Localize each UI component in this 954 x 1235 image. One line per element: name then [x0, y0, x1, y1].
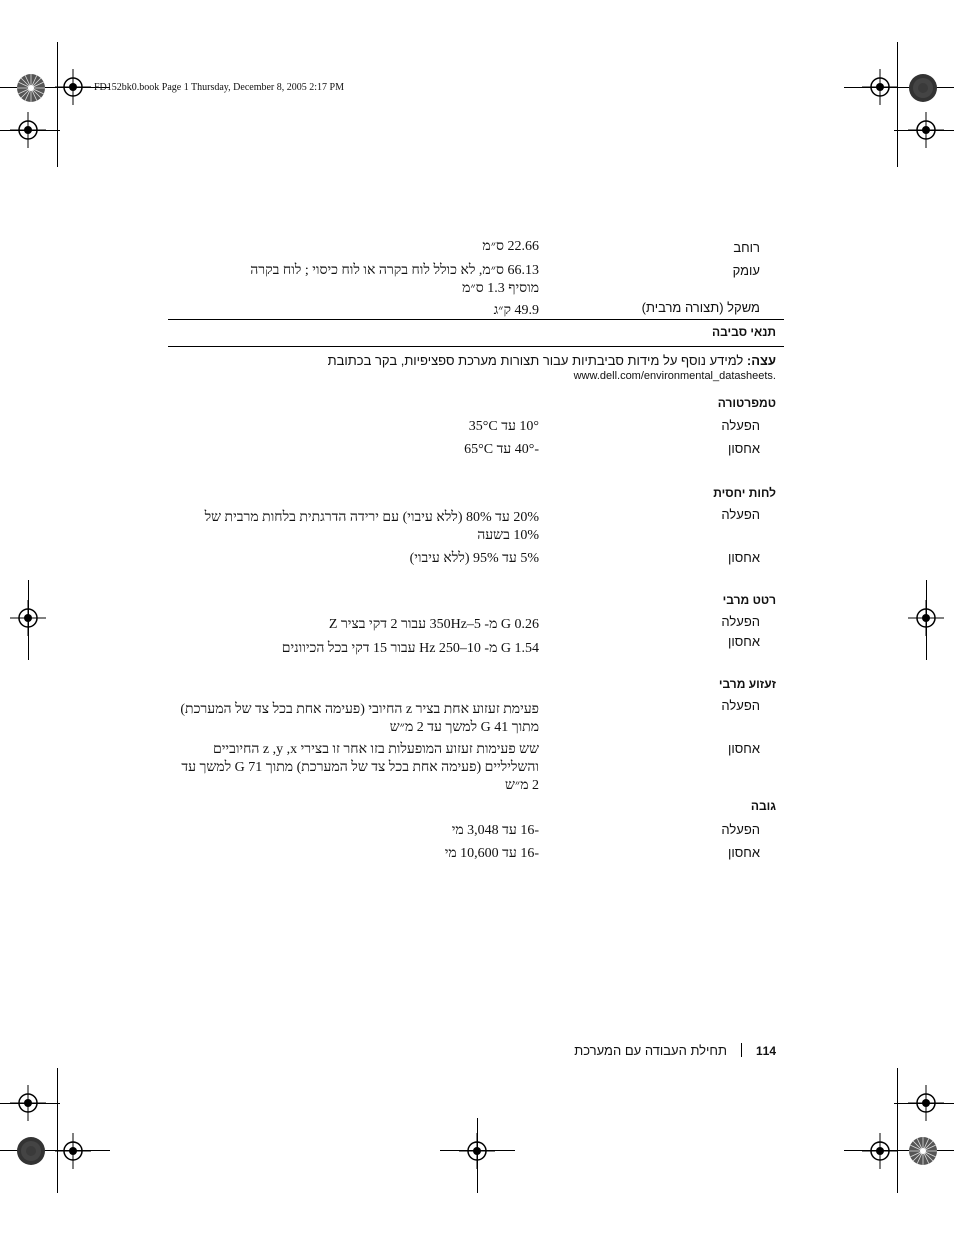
- registration-mark-icon: [908, 1085, 944, 1121]
- depth-label: עומק: [732, 263, 760, 278]
- temperature-header: טמפרטורה: [717, 396, 776, 410]
- chapter-title: תחילת העבודה עם המערכת: [574, 1043, 727, 1058]
- altitude-storage-value: -16 עד 10,600 מי: [444, 846, 539, 861]
- shock-storage-value: שש פעימות זעזוע המופעלות בזו אחר זו בצירי z ,y ,x החיוביים והשליליים (פעימה אחת בכל צד של המערכת) מתוך 71 G למשך עד 2 מ״ש: [181, 742, 539, 793]
- temperature-operating-value: 10° עד 35°C: [468, 419, 539, 434]
- color-bar-rosette-icon: [908, 73, 938, 103]
- humidity-storage-value: 5% עד 95% (ללא עיבוי): [409, 551, 539, 566]
- shock-operating-value: פעימת זעזוע אחת בציר z החיובי (פעימה אחת בכל צד של המערכת) מתוך 41 G למשך עד 2 מ״ש: [180, 702, 539, 735]
- registration-mark-icon: [10, 1085, 46, 1121]
- page-footer: [574, 1043, 776, 1058]
- vibration-header: רטט מרבי: [722, 593, 776, 607]
- registration-mark-icon: [908, 112, 944, 148]
- registration-mark-icon: [55, 69, 91, 105]
- tip-text: למידע נוסף על מידות סביבתיות עבור תצורות מערכת ספציפיות, בקר בכתובת: [327, 353, 747, 368]
- tip-note: [176, 352, 776, 383]
- humidity-operating-label: הפעלה: [721, 507, 760, 522]
- temperature-operating-label: הפעלה: [721, 418, 760, 433]
- tip-prefix: עצה:: [746, 353, 776, 368]
- registration-mark-icon: [55, 1133, 91, 1169]
- vibration-storage-label: אחסון: [728, 634, 760, 649]
- color-bar-rosette-icon: [16, 73, 46, 103]
- temperature-storage-label: אחסון: [728, 441, 760, 456]
- registration-mark-icon: [862, 69, 898, 105]
- width-value: 22.66 ס״מ: [482, 239, 539, 254]
- vibration-operating-label: הפעלה: [721, 614, 760, 629]
- humidity-header: לחות יחסית: [713, 486, 776, 500]
- weight-value: 49.9 ק״ג: [493, 303, 539, 318]
- environment-header: תנאי סביבה: [711, 325, 776, 339]
- vibration-storage-value: 1.54 G מ- 10–250 Hz עבור 15 דקי בכל הכיוונים: [281, 641, 539, 656]
- divider: [168, 319, 784, 320]
- datasheets-link[interactable]: www.dell.com/environmental_datasheets.: [573, 370, 776, 382]
- shock-header: זעזוע מרבי: [718, 677, 776, 691]
- temperature-storage-value: -40° עד 65°C: [464, 442, 539, 457]
- altitude-operating-value: -16 עד 3,048 מי: [451, 823, 539, 838]
- shock-storage-label: אחסון: [728, 741, 760, 756]
- altitude-operating-label: הפעלה: [721, 822, 760, 837]
- shock-operating-label: הפעלה: [721, 698, 760, 713]
- color-bar-rosette-icon: [16, 1136, 46, 1166]
- footer-separator: [741, 1043, 742, 1057]
- color-bar-rosette-icon: [908, 1136, 938, 1166]
- page-number: 114: [755, 1044, 776, 1058]
- altitude-storage-label: אחסון: [728, 845, 760, 860]
- registration-mark-icon: [459, 1133, 495, 1169]
- altitude-header: גובה: [750, 799, 776, 813]
- humidity-operating-value: 20% עד 80% (ללא עיבוי) עם ירידה הדרגתית בלחות מרבית של 10% בשעה: [204, 510, 539, 543]
- registration-mark-icon: [10, 600, 46, 636]
- width-label: רוחב: [733, 240, 760, 255]
- divider: [168, 346, 784, 347]
- humidity-storage-label: אחסון: [728, 550, 760, 565]
- registration-mark-icon: [862, 1133, 898, 1169]
- registration-mark-icon: [10, 112, 46, 148]
- weight-label: משקל (תצורה מרבית): [641, 300, 760, 315]
- depth-value: 66.13 ס״מ, לא כולל לוח בקרה או לוח כיסוי ; לוח בקרה מוסיף 1.3 ס״מ: [250, 263, 539, 296]
- registration-mark-icon: [908, 600, 944, 636]
- print-header: FD152bk0.book Page 1 Thursday, December 8, 2005 2:17 PM: [94, 82, 344, 93]
- vibration-operating-value: 0.26 G מ- 5–350Hz עבור 2 דקי בציר Z: [328, 617, 539, 632]
